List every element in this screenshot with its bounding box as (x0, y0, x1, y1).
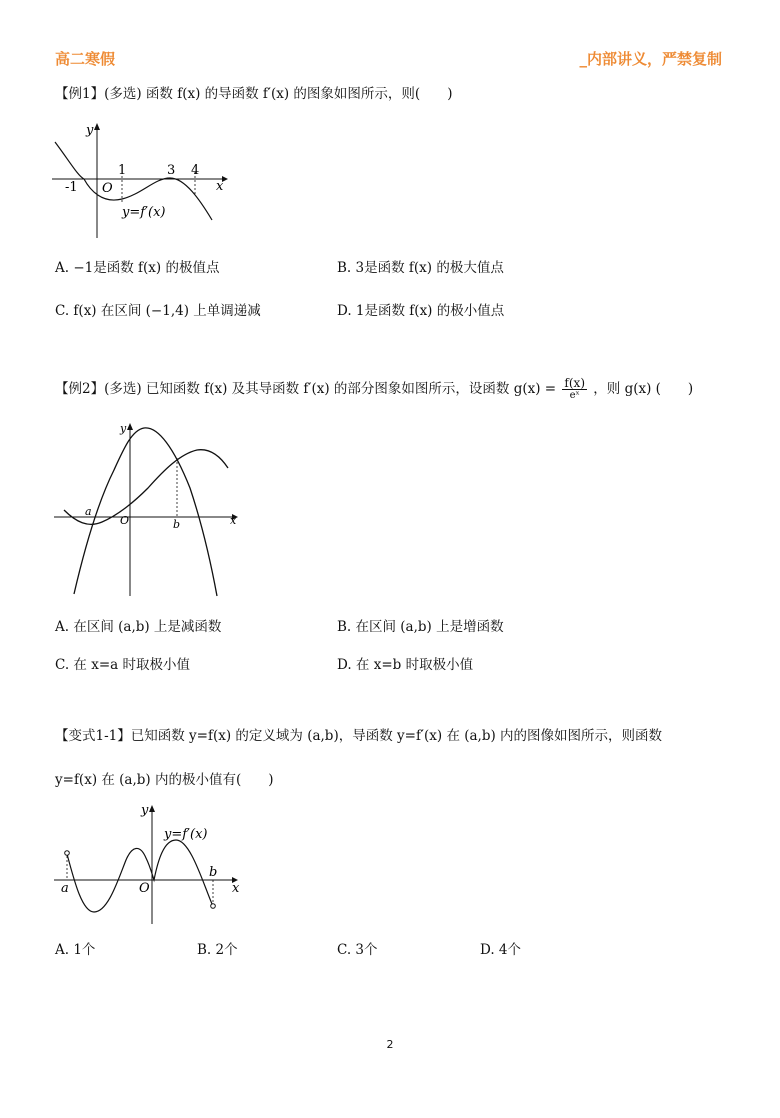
ex2-frac-num: f(x) (564, 376, 585, 390)
var1-question-line2: y=f(x) 在 (a,b) 内的极小值有( ) (55, 772, 274, 788)
ex2-frac-den: eˣ (569, 390, 580, 401)
ex2-curve-derivative (74, 428, 217, 596)
ex1-origin: O (102, 181, 113, 196)
ex2-y-label: y (120, 422, 127, 435)
var1-endpoint-b (211, 904, 216, 909)
var1-question-line1: 【变式1-1】已知函数 y=f(x) 的定义域为 (a,b)，导函数 y=f′(x) 在 (a,b) 内的图像如图所示，则函数 (55, 728, 663, 744)
var1-x-label: x (232, 881, 240, 896)
var1-option-d[interactable]: D. 4个 (480, 942, 522, 958)
ex2-option-c[interactable]: C. 在 x=a 时取极小值 (55, 657, 190, 673)
var1-origin: O (139, 881, 150, 896)
ex1-y-arrow (94, 123, 100, 130)
header-notice: _内部讲义，严禁复制 (579, 50, 722, 68)
ex2-option-d[interactable]: D. 在 x=b 时取极小值 (337, 657, 474, 673)
ex1-option-c[interactable]: C. f(x) 在区间 (−1,4) 上单调递减 (55, 303, 261, 319)
var1-endpoint-a (65, 851, 70, 856)
var1-option-c[interactable]: C. 3个 (337, 942, 378, 958)
var1-curve-label: y=f′(x) (164, 827, 208, 842)
var1-y-arrow (149, 805, 155, 812)
ex1-y-label: y (86, 123, 94, 138)
ex2-option-a[interactable]: A. 在区间 (a,b) 上是减函数 (55, 619, 222, 635)
ex1-tick-4: 4 (191, 163, 200, 178)
page-number: 2 (386, 1038, 394, 1051)
ex2-question (55, 377, 693, 402)
ex2-graph (52, 418, 252, 598)
ex1-tick-1: 1 (118, 163, 127, 178)
ex2-y-arrow (127, 423, 133, 430)
ex1-option-d[interactable]: D. 1是函数 f(x) 的极小值点 (337, 303, 505, 319)
ex2-point-b: b (173, 518, 181, 531)
ex2-fraction (562, 377, 587, 402)
ex2-origin: O (120, 514, 130, 527)
var1-y-label: y (141, 803, 149, 818)
var1-derivative-curve (67, 840, 212, 912)
ex2-x-label: x (230, 514, 237, 527)
ex1-x-label: x (216, 179, 224, 194)
var1-option-b[interactable]: B. 2个 (197, 942, 238, 958)
ex2-point-a: a (85, 505, 92, 518)
ex1-option-a[interactable]: A. −1是函数 f(x) 的极值点 (55, 260, 220, 276)
var1-option-a[interactable]: A. 1个 (55, 942, 96, 958)
ex2-option-b[interactable]: B. 在区间 (a,b) 上是增函数 (337, 619, 504, 635)
var1-point-b: b (209, 865, 218, 880)
ex1-graph (50, 120, 230, 240)
ex1-tick-3: 3 (167, 163, 176, 178)
ex1-question: 【例1】(多选) 函数 f(x) 的导函数 f′(x) 的图象如图所示，则( ) (55, 86, 453, 102)
ex1-option-b[interactable]: B. 3是函数 f(x) 的极大值点 (337, 260, 504, 276)
header-title: 高二寒假 (55, 50, 116, 68)
ex2-question-post: ，则 g(x) ( ) (593, 381, 694, 397)
ex2-question-pre: 【例2】(多选) 已知函数 f(x) 及其导函数 f′(x) 的部分图象如图所示，设函数 g(x) = (55, 381, 557, 397)
ex1-curve-label: y=f′(x) (122, 205, 166, 220)
var1-point-a: a (61, 881, 69, 896)
var1-graph (52, 800, 252, 930)
ex1-tick-neg1: -1 (65, 180, 78, 195)
